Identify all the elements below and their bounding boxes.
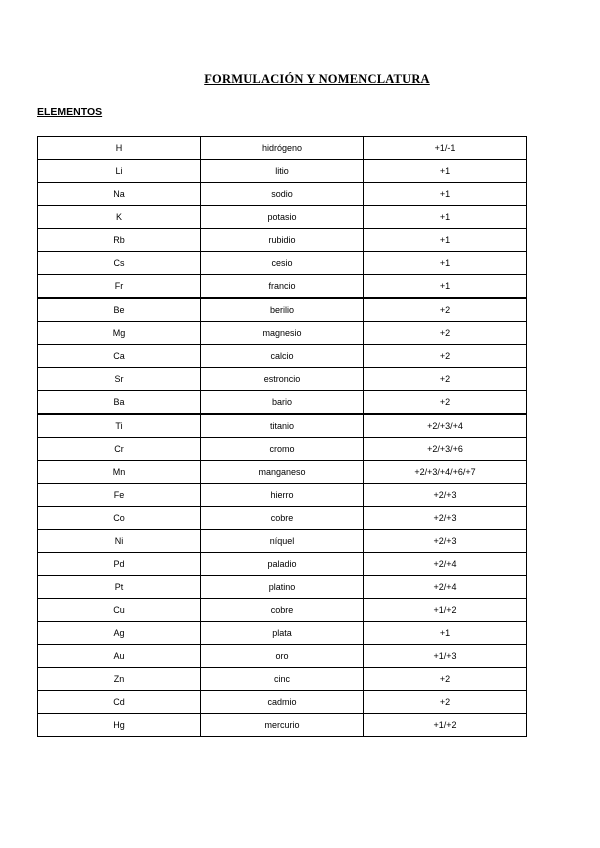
element-valence: +2/+4 <box>364 576 527 599</box>
element-valence: +2 <box>364 668 527 691</box>
element-name: magnesio <box>201 322 364 345</box>
table-row <box>38 530 527 553</box>
element-valence: +2/+4 <box>364 553 527 576</box>
element-symbol: Mg <box>38 322 201 345</box>
element-valence: +1/+3 <box>364 645 527 668</box>
element-name: platino <box>201 576 364 599</box>
element-valence: +2/+3 <box>364 484 527 507</box>
table-row <box>38 298 527 322</box>
element-name: litio <box>201 160 364 183</box>
element-name: rubidio <box>201 229 364 252</box>
element-name: calcio <box>201 345 364 368</box>
table-row <box>38 691 527 714</box>
element-name: cesio <box>201 252 364 275</box>
element-valence: +2/+3/+4 <box>364 414 527 438</box>
element-name: estroncio <box>201 368 364 391</box>
element-symbol: Fe <box>38 484 201 507</box>
element-symbol: H <box>38 137 201 160</box>
element-valence: +1/+2 <box>364 599 527 622</box>
element-name: cobre <box>201 599 364 622</box>
element-symbol: Pt <box>38 576 201 599</box>
element-valence: +2 <box>364 391 527 415</box>
element-valence: +2/+3 <box>364 507 527 530</box>
element-name: titanio <box>201 414 364 438</box>
table-row <box>38 645 527 668</box>
element-valence: +1 <box>364 206 527 229</box>
table-row <box>38 206 527 229</box>
element-name: cromo <box>201 438 364 461</box>
element-symbol: Cr <box>38 438 201 461</box>
table-row <box>38 322 527 345</box>
element-name: cobre <box>201 507 364 530</box>
element-symbol: Ni <box>38 530 201 553</box>
element-symbol: Au <box>38 645 201 668</box>
element-symbol: Rb <box>38 229 201 252</box>
table-row <box>38 622 527 645</box>
table-row <box>38 137 527 160</box>
element-valence: +2 <box>364 691 527 714</box>
element-name: sodio <box>201 183 364 206</box>
table-row <box>38 345 527 368</box>
element-symbol: Na <box>38 183 201 206</box>
element-symbol: Zn <box>38 668 201 691</box>
element-valence: +2/+3/+6 <box>364 438 527 461</box>
element-valence: +1/-1 <box>364 137 527 160</box>
element-symbol: Ba <box>38 391 201 415</box>
element-symbol: Co <box>38 507 201 530</box>
element-name: hidrógeno <box>201 137 364 160</box>
table-row <box>38 368 527 391</box>
table-row <box>38 229 527 252</box>
table-row <box>38 507 527 530</box>
element-symbol: Cs <box>38 252 201 275</box>
element-symbol: Mn <box>38 461 201 484</box>
element-valence: +2 <box>364 368 527 391</box>
element-name: paladio <box>201 553 364 576</box>
table-row <box>38 576 527 599</box>
element-symbol: Ca <box>38 345 201 368</box>
table-row <box>38 391 527 415</box>
table-row <box>38 461 527 484</box>
table-row <box>38 553 527 576</box>
table-row <box>38 275 527 299</box>
table-row <box>38 414 527 438</box>
element-valence: +1 <box>364 160 527 183</box>
element-name: bario <box>201 391 364 415</box>
table-row <box>38 599 527 622</box>
element-symbol: Cd <box>38 691 201 714</box>
table-row <box>38 484 527 507</box>
table-row <box>38 183 527 206</box>
table-row <box>38 160 527 183</box>
element-valence: +2 <box>364 298 527 322</box>
element-symbol: Pd <box>38 553 201 576</box>
element-name: francio <box>201 275 364 299</box>
element-symbol: Ag <box>38 622 201 645</box>
element-symbol: Hg <box>38 714 201 737</box>
element-name: hierro <box>201 484 364 507</box>
element-symbol: Fr <box>38 275 201 299</box>
page-title: FORMULACIÓN Y NOMENCLATURA <box>204 72 430 86</box>
table-row <box>38 438 527 461</box>
table-row <box>38 714 527 737</box>
element-symbol: Sr <box>38 368 201 391</box>
table-row <box>38 252 527 275</box>
element-valence: +1 <box>364 183 527 206</box>
table-row <box>38 668 527 691</box>
element-valence: +1 <box>364 229 527 252</box>
element-name: cadmio <box>201 691 364 714</box>
element-symbol: Li <box>38 160 201 183</box>
element-valence: +2/+3 <box>364 530 527 553</box>
element-valence: +1 <box>364 252 527 275</box>
element-name: mercurio <box>201 714 364 737</box>
element-name: plata <box>201 622 364 645</box>
element-valence: +1 <box>364 622 527 645</box>
element-valence: +2/+3/+4/+6/+7 <box>364 461 527 484</box>
element-symbol: Ti <box>38 414 201 438</box>
section-title: ELEMENTOS <box>37 106 103 118</box>
element-valence: +1/+2 <box>364 714 527 737</box>
element-name: potasio <box>201 206 364 229</box>
element-name: níquel <box>201 530 364 553</box>
element-symbol: Be <box>38 298 201 322</box>
element-valence: +1 <box>364 275 527 299</box>
element-name: cinc <box>201 668 364 691</box>
element-name: manganeso <box>201 461 364 484</box>
element-symbol: Cu <box>38 599 201 622</box>
elements-table <box>37 136 527 737</box>
element-valence: +2 <box>364 322 527 345</box>
element-name: berilio <box>201 298 364 322</box>
element-name: oro <box>201 645 364 668</box>
element-valence: +2 <box>364 345 527 368</box>
element-symbol: K <box>38 206 201 229</box>
